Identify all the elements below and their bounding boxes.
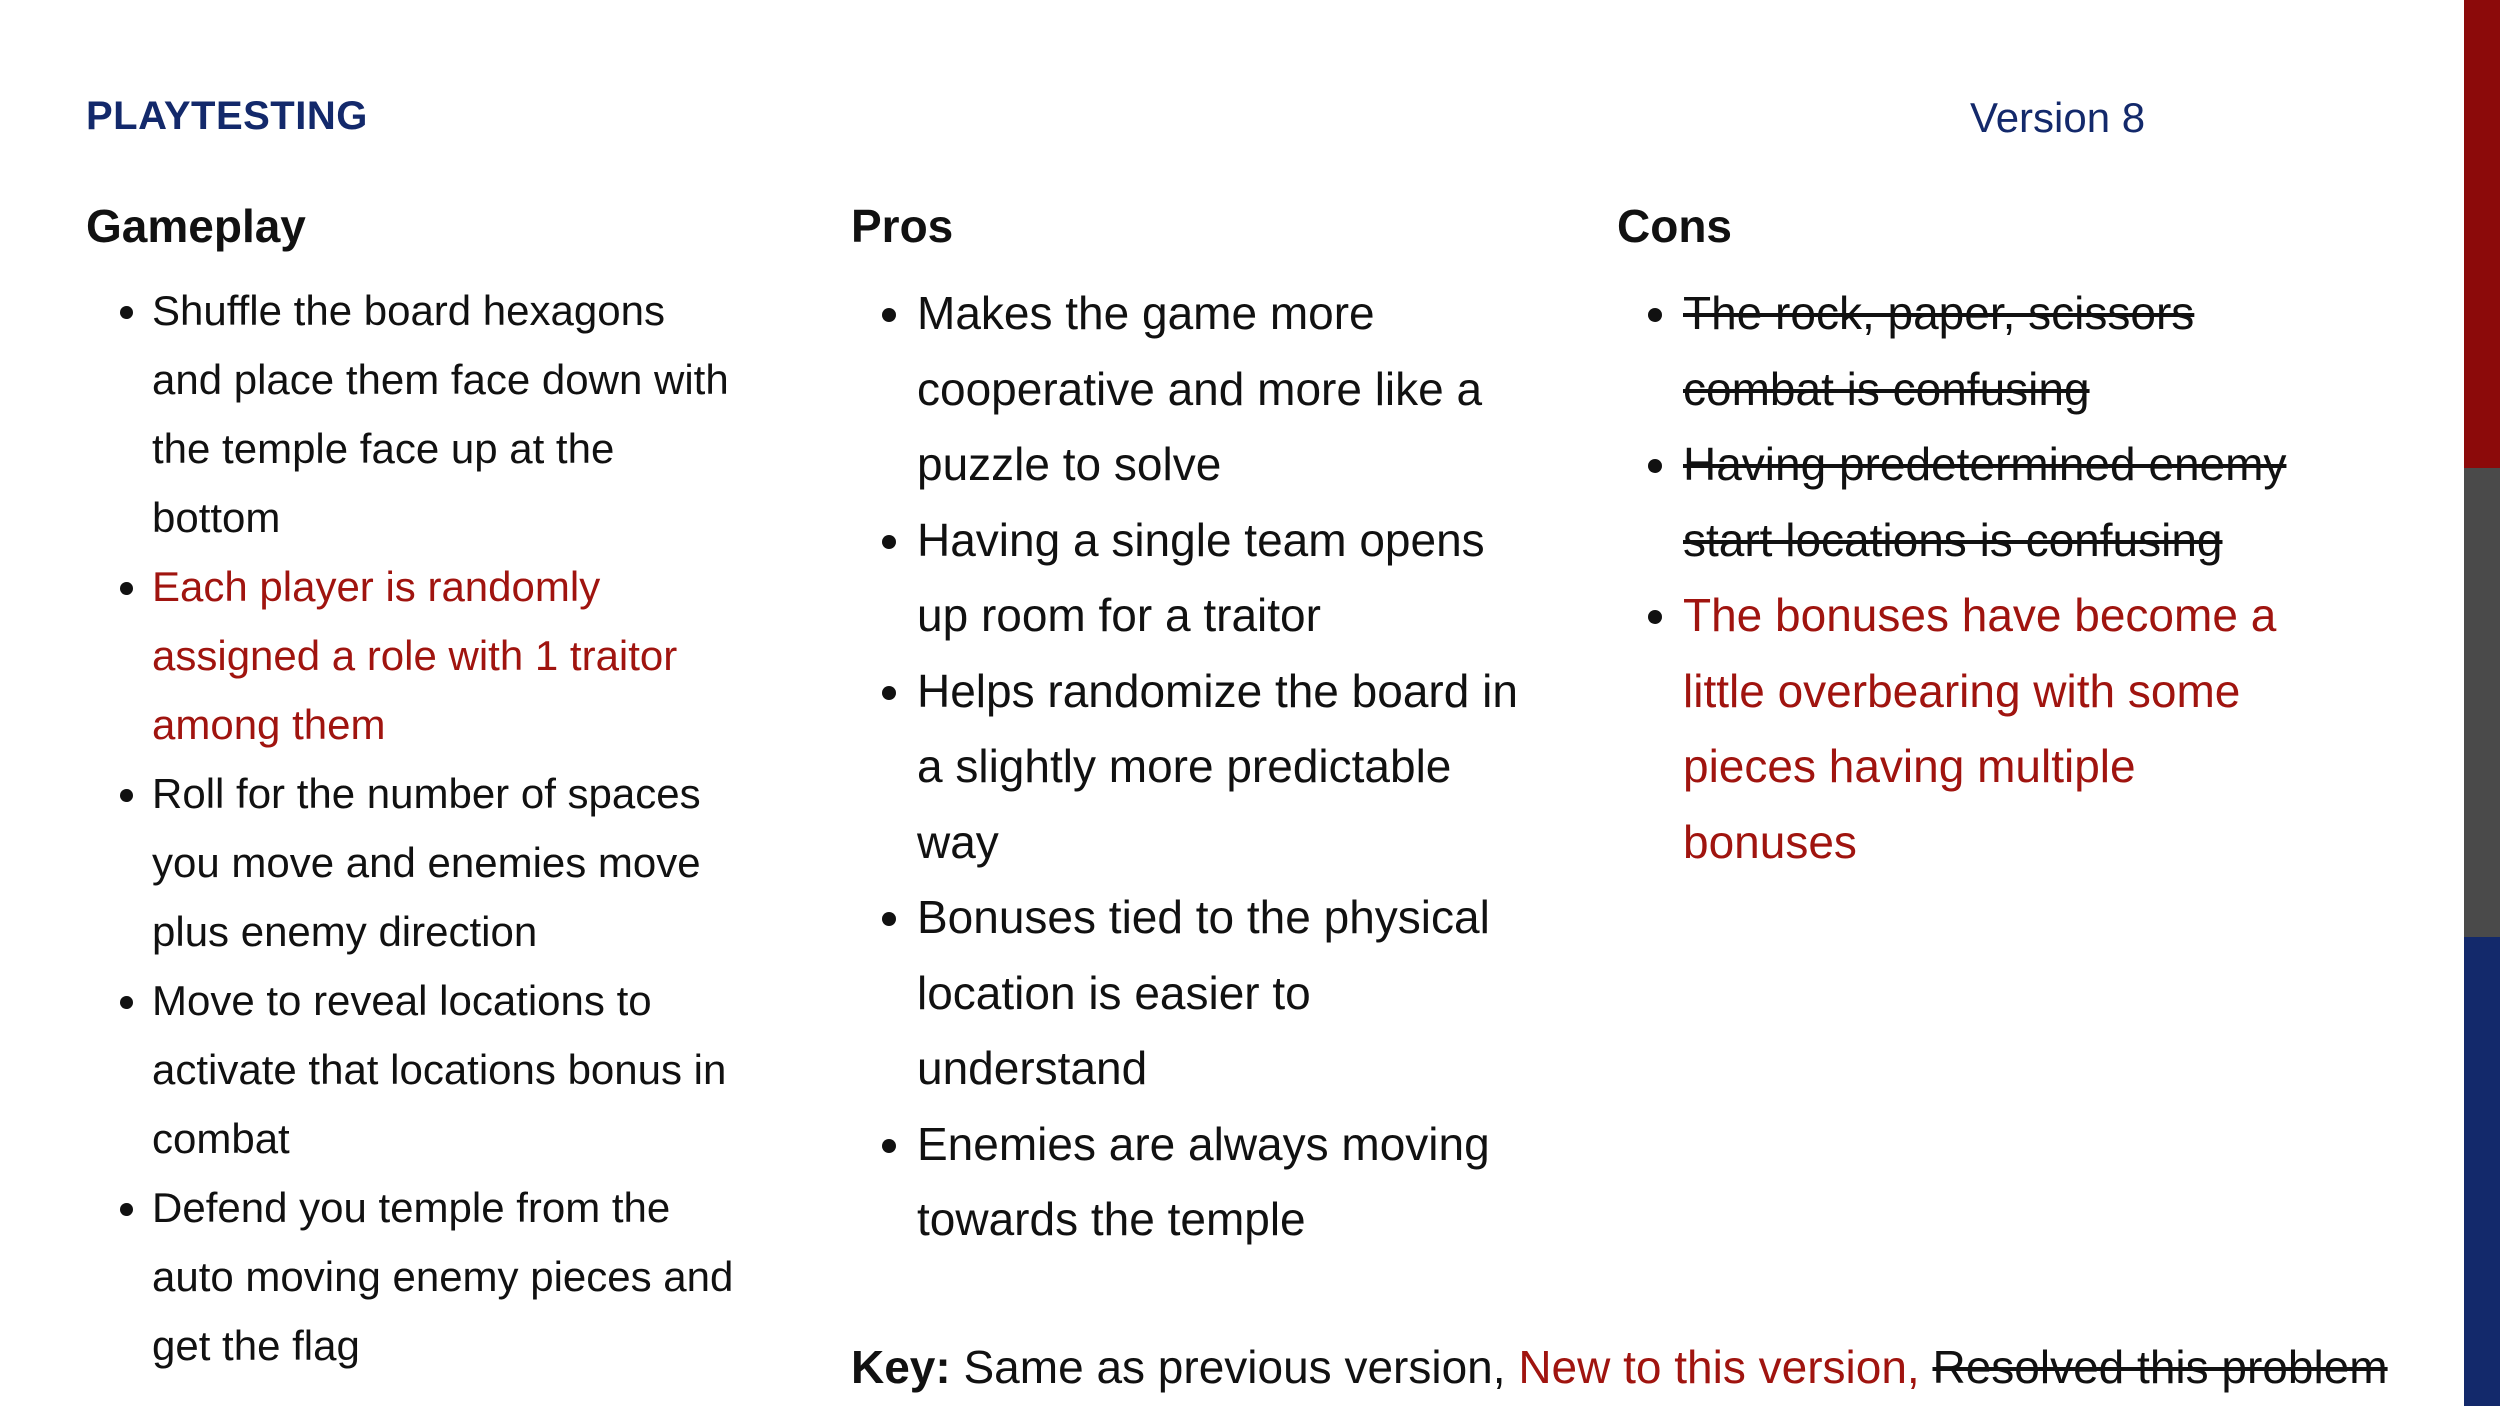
key-label: Key:: [851, 1341, 951, 1393]
gameplay-column: [86, 196, 746, 1380]
pros-heading: Pros: [851, 200, 954, 252]
accent-bar-navy: [2464, 937, 2500, 1406]
legend-key: [851, 1337, 2388, 1397]
list-item: • Having predetermined enemy start locations is confusing: [1683, 427, 2297, 578]
list-item: • Enemies are always moving towards the temple: [917, 1107, 1531, 1258]
list-item: • Bonuses tied to the physical location is easier to understand: [917, 880, 1531, 1107]
pros-column: [851, 196, 1531, 1258]
list-item: • Roll for the number of spaces you move and enemies move plus enemy direction: [152, 759, 746, 966]
key-resolved: Resolved this problem: [1932, 1341, 2388, 1393]
list-item: • Defend you temple from the auto moving enemy pieces and get the flag: [152, 1173, 746, 1380]
page-title: PLAYTESTING: [86, 94, 368, 138]
cons-heading: Cons: [1617, 200, 1732, 252]
pros-list: [851, 276, 1531, 1258]
key-same: Same as previous version,: [950, 1341, 1519, 1393]
list-item: • Move to reveal locations to activate that locations bonus in combat: [152, 966, 746, 1173]
cons-list: [1617, 276, 2297, 880]
accent-bar-red: [2464, 0, 2500, 468]
gameplay-heading: Gameplay: [86, 200, 306, 252]
cons-column: [1617, 196, 2297, 880]
list-item: • Having a single team opens up room for a traitor: [917, 503, 1531, 654]
accent-bar-gray: [2464, 468, 2500, 937]
list-item: • Each player is randomly assigned a role with 1 traitor among them: [152, 552, 746, 759]
list-item: • The rock, paper, scissors combat is confusing: [1683, 276, 2297, 427]
list-item: • The bonuses have become a little overbearing with some pieces having multiple bonuses: [1683, 578, 2297, 880]
list-item: • Shuffle the board hexagons and place them face down with the temple face up at the bottom: [152, 276, 746, 552]
list-item: • Makes the game more cooperative and more like a puzzle to solve: [917, 276, 1531, 503]
list-item: • Helps randomize the board in a slightly more predictable way: [917, 654, 1531, 881]
version-label: Version 8: [1970, 94, 2146, 141]
gameplay-list: [86, 276, 746, 1380]
key-new: New to this version,: [1518, 1341, 1933, 1393]
